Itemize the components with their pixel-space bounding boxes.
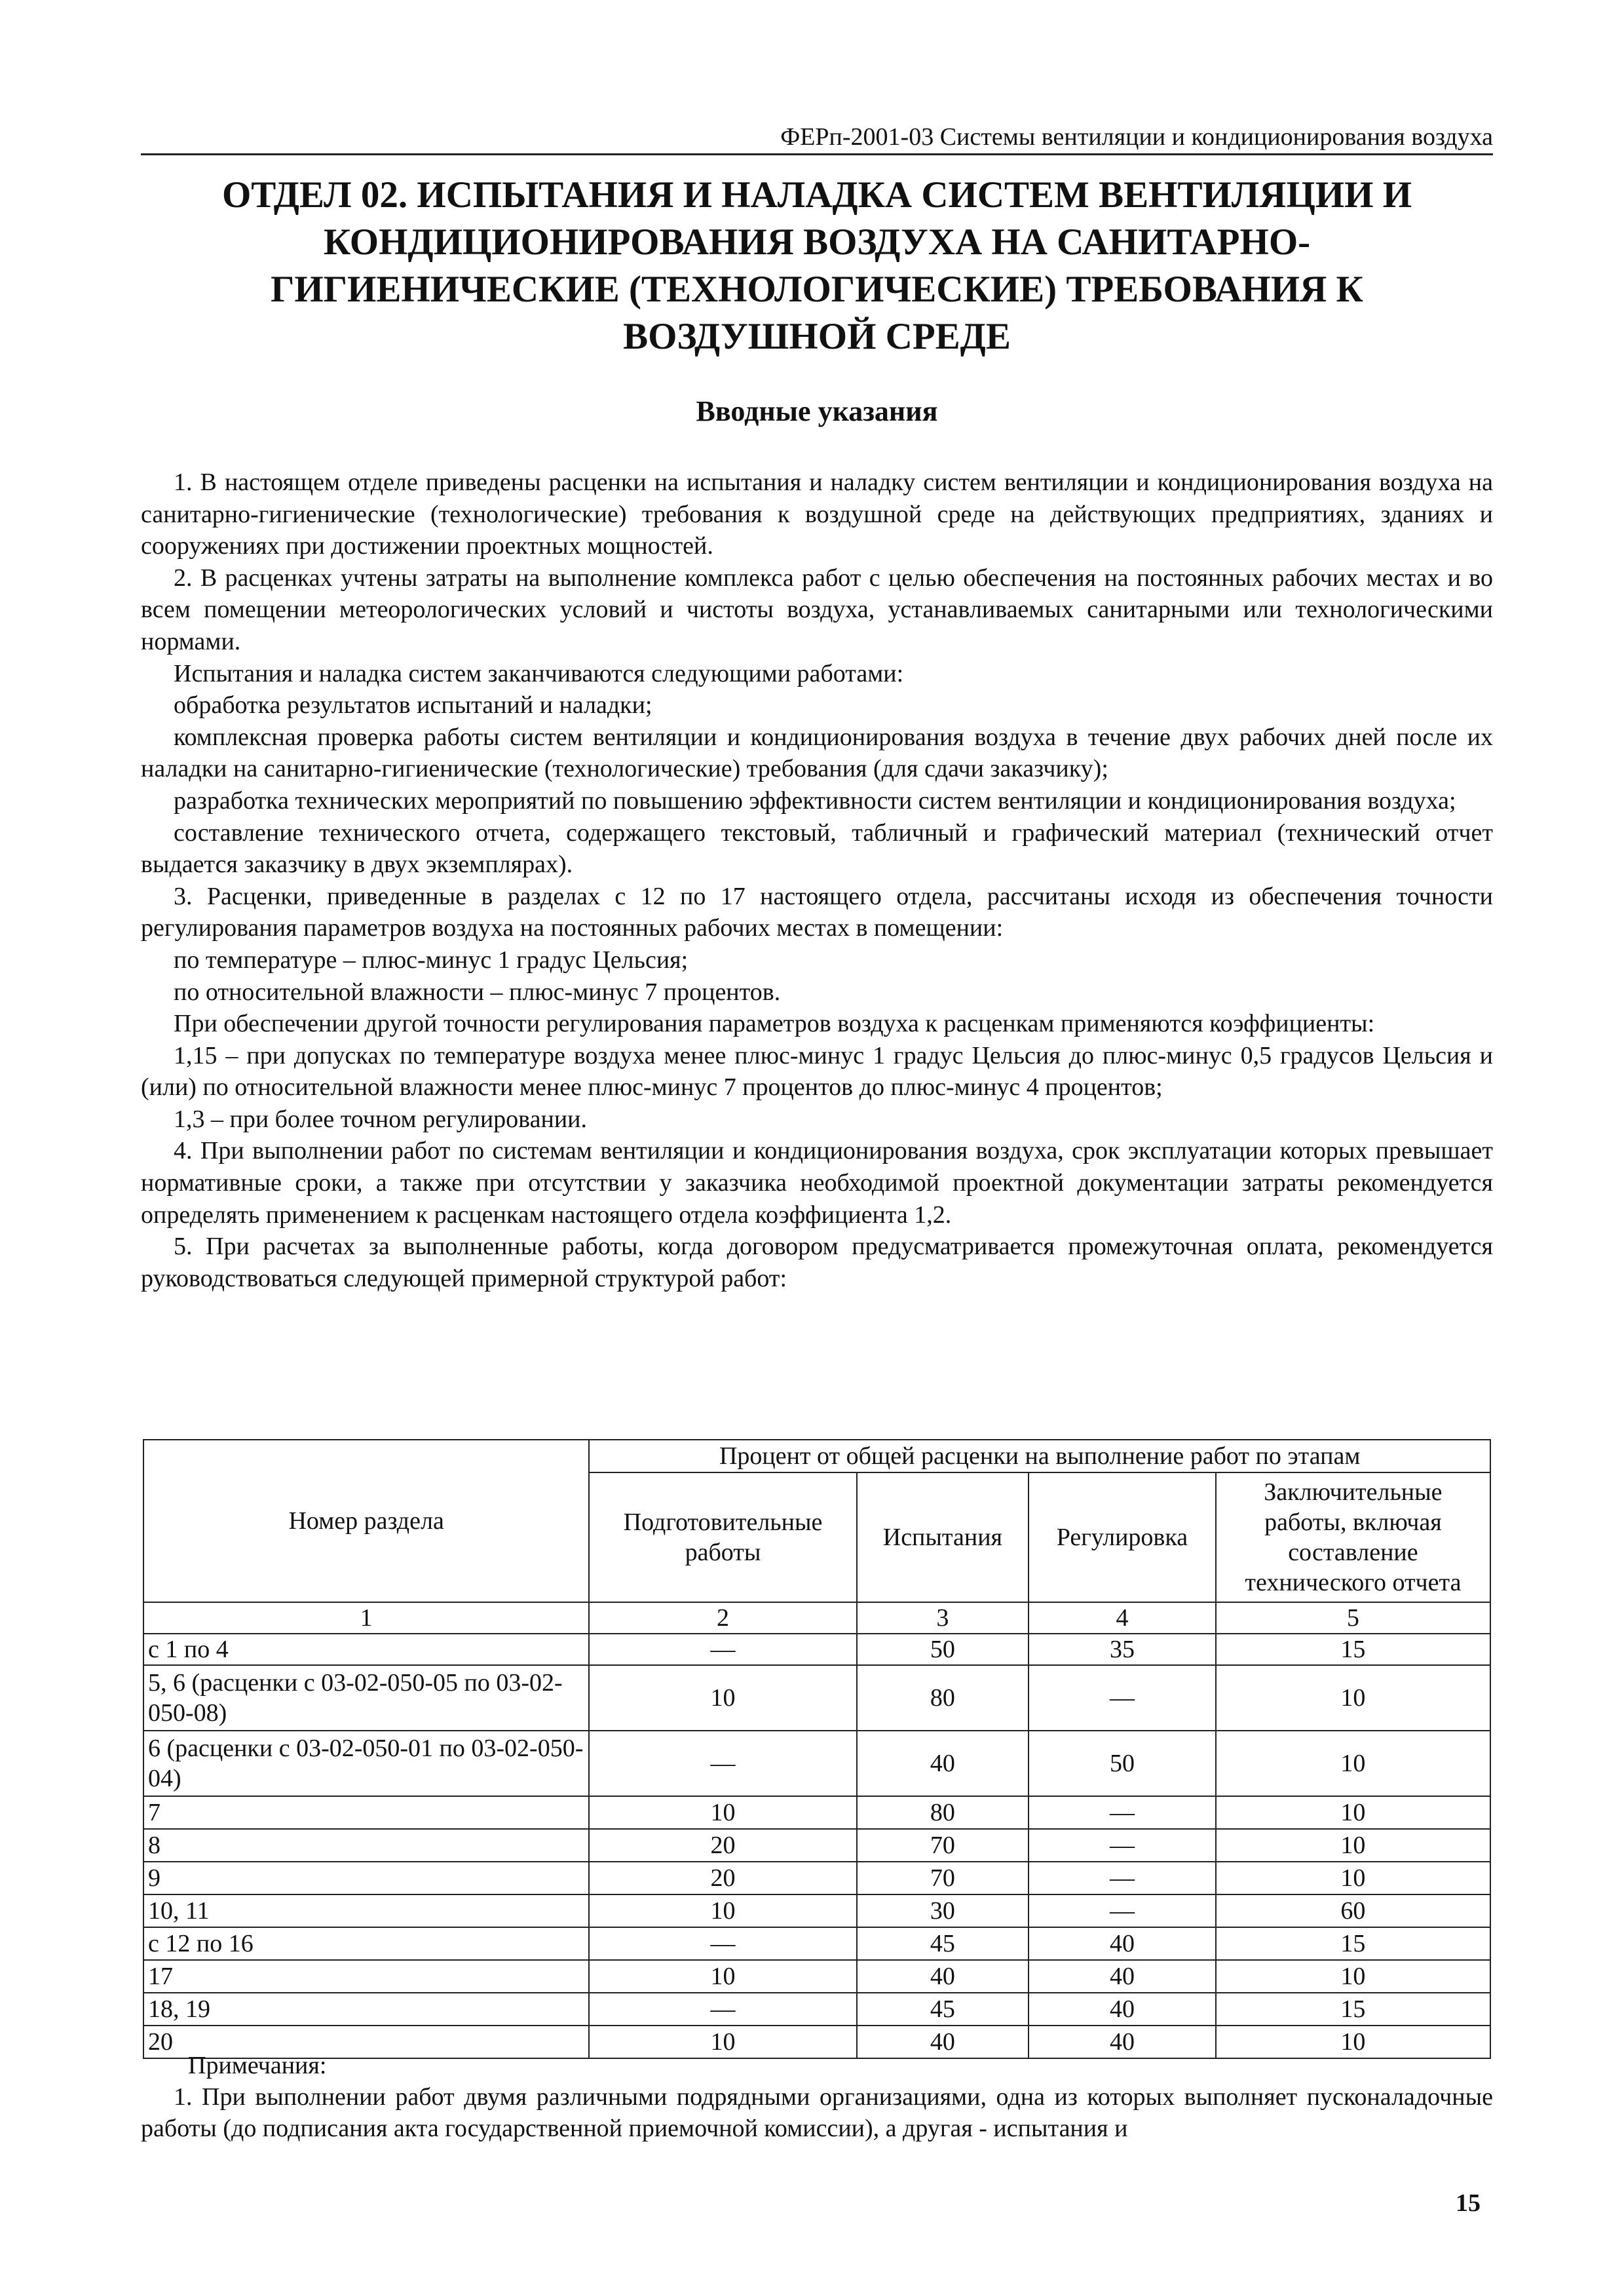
percent-cell: 40 bbox=[1029, 1927, 1216, 1960]
percent-cell: 10 bbox=[1216, 1862, 1490, 1894]
percent-cell: 40 bbox=[857, 2026, 1029, 2058]
percent-cell: 10 bbox=[589, 1665, 856, 1731]
subtitle: Вводные указания bbox=[696, 395, 938, 427]
table-row bbox=[143, 1829, 1490, 1862]
header-adjustment: Регулировка bbox=[1029, 1472, 1216, 1602]
percent-cell: 30 bbox=[857, 1894, 1029, 1927]
percent-cell: 10 bbox=[589, 1796, 856, 1829]
column-number: 4 bbox=[1029, 1602, 1216, 1634]
column-number: 1 bbox=[143, 1602, 589, 1634]
percent-cell: 10 bbox=[1216, 1796, 1490, 1829]
percent-cell: 20 bbox=[589, 1829, 856, 1862]
percent-cell: — bbox=[1029, 1894, 1216, 1927]
section-cell: 10, 11 bbox=[143, 1894, 589, 1927]
page-number: 15 bbox=[1456, 2189, 1481, 2217]
paragraph: 3. Расценки, приведенные в разделах с 12 по 17 настоящего отдела, рассчитаны исходя из обеспечения точности регулирования параметров воздуха на постоянных рабочих местах в помещении: bbox=[141, 882, 1493, 942]
percent-cell: 10 bbox=[589, 1894, 856, 1927]
percent-cell: 70 bbox=[857, 1829, 1029, 1862]
percent-cell: 40 bbox=[1029, 1960, 1216, 1993]
paragraph: 4. При выполнении работ по системам вентиляции и кондиционирования воздуха, срок эксплуатации которых превышает нормативные сроки, а также при отсутствии у заказчика необходимой проектной документации затраты рекомендуется определять применением к расценкам настоящего отдела коэффициента 1,2. bbox=[141, 1137, 1493, 1229]
percent-cell: — bbox=[1029, 1796, 1216, 1829]
work-structure-table bbox=[143, 1439, 1491, 2059]
percent-cell: 10 bbox=[589, 1960, 856, 1993]
header-prep-works: Подготовительные работы bbox=[589, 1472, 856, 1602]
percent-cell: 60 bbox=[1216, 1894, 1490, 1927]
column-number: 3 bbox=[857, 1602, 1029, 1634]
percent-cell: 20 bbox=[589, 1862, 856, 1894]
paragraph: Испытания и наладка систем заканчиваются следующими работами: bbox=[174, 659, 904, 687]
percent-cell: 10 bbox=[1216, 1829, 1490, 1862]
section-cell: 17 bbox=[143, 1960, 589, 1993]
percent-cell: 50 bbox=[1029, 1731, 1216, 1796]
table-row bbox=[143, 1862, 1490, 1894]
header-section-number: Номер раздела bbox=[143, 1440, 589, 1602]
percent-cell: 10 bbox=[1216, 1731, 1490, 1796]
table-row bbox=[143, 1960, 1490, 1993]
percent-cell: — bbox=[589, 1634, 856, 1665]
paragraph: 2. В расценках учтены затраты на выполнение комплекса работ с целью обеспечения на постоянных рабочих местах и во всем помещении метеорологических условий и чистоты воздуха, устанавливаемых санитарными или технологическими нормами. bbox=[141, 564, 1493, 655]
paragraph: по относительной влажности – плюс-минус 7 процентов. bbox=[174, 978, 781, 1006]
notes-label: Примечания: bbox=[188, 2052, 327, 2079]
section-cell: 9 bbox=[143, 1862, 589, 1894]
percent-cell: — bbox=[589, 1993, 856, 2026]
column-number: 2 bbox=[589, 1602, 856, 1634]
header-final-works: Заключительные работы, включая составление технического отчета bbox=[1216, 1472, 1490, 1602]
percent-cell: — bbox=[589, 1927, 856, 1960]
percent-cell: 50 bbox=[857, 1634, 1029, 1665]
percent-cell: 10 bbox=[1216, 1960, 1490, 1993]
percent-cell: 45 bbox=[857, 1927, 1029, 1960]
table-row bbox=[143, 1796, 1490, 1829]
percent-cell: 15 bbox=[1216, 1993, 1490, 2026]
percent-cell: 70 bbox=[857, 1862, 1029, 1894]
section-cell: 20 bbox=[143, 2026, 589, 2058]
section-title-line: КОНДИЦИОНИРОВАНИЯ ВОЗДУХА НА САНИТАРНО- bbox=[323, 221, 1311, 263]
paragraph: 1,15 – при допусках по температуре воздуха менее плюс-минус 1 градус Цельсия до плюс-минус 0,5 градусов Цельсия и (или) по относительной влажности менее плюс-минус 7 процентов до плюс-минус 4 процентов; bbox=[141, 1041, 1493, 1102]
table-row bbox=[143, 1665, 1490, 1731]
paragraph: комплексная проверка работы систем вентиляции и кондиционирования воздуха в течение двух рабочих дней после их наладки на санитарно-гигиенические (технологические) требования (для сдачи заказчику); bbox=[141, 723, 1493, 783]
section-title-line: ВОЗДУШНОЙ СРЕДЕ bbox=[623, 316, 1011, 357]
percent-cell: 40 bbox=[1029, 1993, 1216, 2026]
header-tests: Испытания bbox=[857, 1472, 1029, 1602]
running-header: ФЕРп-2001-03 Системы вентиляции и кондиционирования воздуха bbox=[141, 122, 1493, 155]
header-percent-group: Процент от общей расценки на выполнение работ по этапам bbox=[589, 1440, 1490, 1472]
notes bbox=[141, 2050, 1493, 2144]
table-row bbox=[143, 1731, 1490, 1796]
section-cell: 18, 19 bbox=[143, 1993, 589, 2026]
body-text bbox=[141, 467, 1493, 1294]
table-row bbox=[143, 1993, 1490, 2026]
percent-cell: — bbox=[1029, 1862, 1216, 1894]
percent-cell: 40 bbox=[857, 1960, 1029, 1993]
column-number-row bbox=[143, 1602, 1490, 1634]
percent-cell: 15 bbox=[1216, 1927, 1490, 1960]
paragraph: обработка результатов испытаний и наладки; bbox=[174, 691, 652, 720]
column-number: 5 bbox=[1216, 1602, 1490, 1634]
percent-cell: — bbox=[1029, 1829, 1216, 1862]
section-title bbox=[141, 172, 1493, 360]
table-row bbox=[143, 1927, 1490, 1960]
percent-cell: — bbox=[1029, 1665, 1216, 1731]
percent-cell: 80 bbox=[857, 1665, 1029, 1731]
paragraph: При обеспечении другой точности регулирования параметров воздуха к расценкам применяются коэффициенты: bbox=[174, 1010, 1375, 1038]
percent-cell: 45 bbox=[857, 1993, 1029, 2026]
percent-cell: 80 bbox=[857, 1796, 1029, 1829]
table-row bbox=[143, 1634, 1490, 1665]
paragraph: 5. При расчетах за выполненные работы, когда договором предусматривается промежуточная оплата, рекомендуется руководствоваться следующей примерной структурой работ: bbox=[141, 1233, 1493, 1292]
percent-cell: 10 bbox=[1216, 1665, 1490, 1731]
section-title-line: ГИГИЕНИЧЕСКИЕ (ТЕХНОЛОГИЧЕСКИЕ) ТРЕБОВАНИЯ К bbox=[271, 269, 1363, 310]
percent-cell: 10 bbox=[589, 2026, 856, 2058]
paragraph: 1. В настоящем отделе приведены расценки на испытания и наладку систем вентиляции и кондиционирования воздуха на санитарно-гигиенические (технологические) требования к воздушной среде на действующих предприятиях, зданиях и сооружениях при достижении проектных мощностей. bbox=[141, 469, 1493, 560]
paragraph: 1,3 – при более точном регулировании. bbox=[174, 1105, 587, 1133]
section-cell: 5, 6 (расценки с 03-02-050-05 по 03-02-050-08) bbox=[143, 1665, 589, 1731]
percent-cell: 40 bbox=[1029, 2026, 1216, 2058]
percent-cell: 15 bbox=[1216, 1634, 1490, 1665]
percent-cell: 35 bbox=[1029, 1634, 1216, 1665]
section-cell: 7 bbox=[143, 1796, 589, 1829]
percent-cell: 10 bbox=[1216, 2026, 1490, 2058]
section-cell: с 1 по 4 bbox=[143, 1634, 589, 1665]
percent-cell: 40 bbox=[857, 1731, 1029, 1796]
paragraph: составление технического отчета, содержащего текстовый, табличный и графический материал (технический отчет выдается заказчику в двух экземплярах). bbox=[141, 818, 1493, 879]
table-row bbox=[143, 1894, 1490, 1927]
paragraph: по температуре – плюс-минус 1 градус Цельсия; bbox=[174, 946, 689, 974]
section-cell: 8 bbox=[143, 1829, 589, 1862]
section-cell: 6 (расценки с 03-02-050-01 по 03-02-050-04) bbox=[143, 1731, 589, 1796]
section-title-line: ОТДЕЛ 02. ИСПЫТАНИЯ И НАЛАДКА СИСТЕМ ВЕНТИЛЯЦИИ И bbox=[221, 174, 1412, 216]
paragraph: разработка технических мероприятий по повышению эффективности систем вентиляции и кондиционирования воздуха; bbox=[174, 786, 1456, 815]
percent-cell: — bbox=[589, 1731, 856, 1796]
section-cell: с 12 по 16 bbox=[143, 1927, 589, 1960]
note-item: 1. При выполнении работ двумя различными подрядными организациями, одна из которых выполняет пусконаладочные работы (до подписания акта государственной приемочной комиссии), а другая - испытания и bbox=[141, 2083, 1493, 2142]
